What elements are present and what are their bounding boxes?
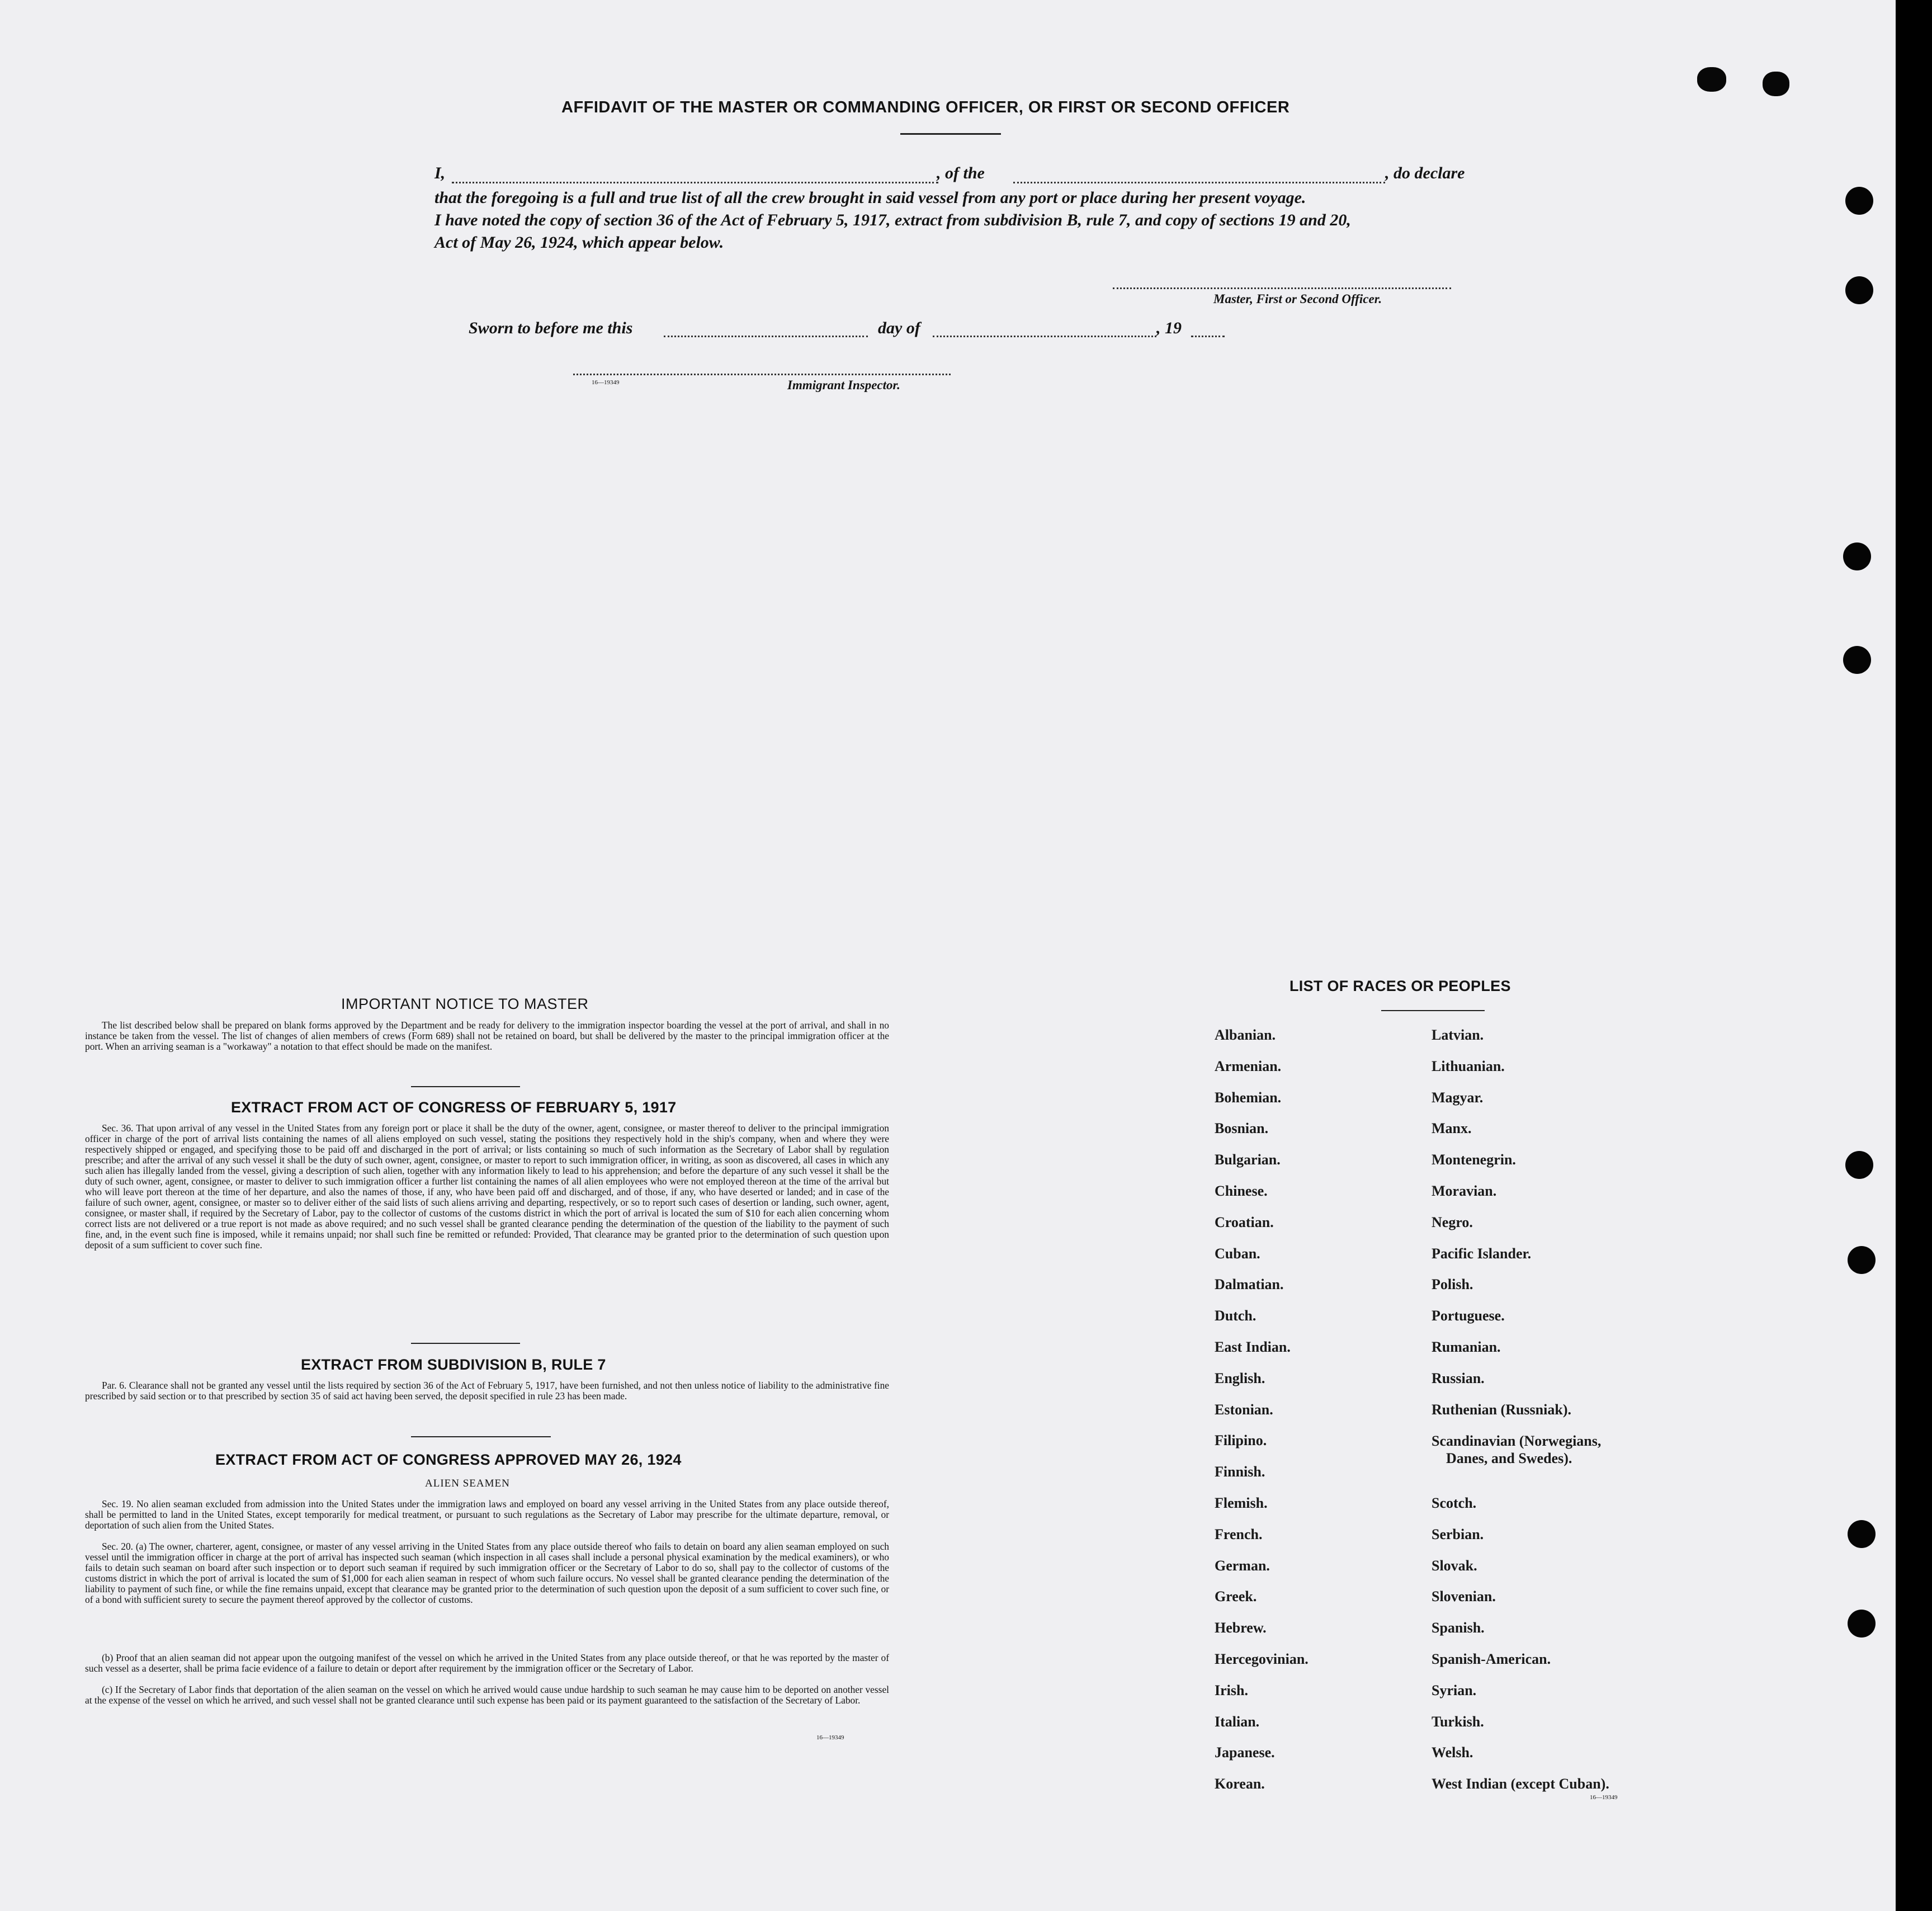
- notice-text: The list described below shall be prepared on blank forms approved by the Department and be ready for delivery to the immigration inspector boarding the vessel at the port of arrival, and shall in no instance be taken from the vessel. The list of changes of alien members of crews (Form 689) shall not be retained on board, but shall be delivered by the master to the principal immigration officer at the port. When an arriving seaman is a "workaway" a notation to that effect should be made on the manifest.: [85, 1020, 889, 1052]
- extract-1917-title: EXTRACT FROM ACT OF CONGRESS OF FEBRUARY 5, 1917: [231, 1099, 677, 1116]
- race-item: Spanish-American.: [1432, 1651, 1551, 1667]
- race-item: Filipino.: [1215, 1432, 1267, 1448]
- race-item: Scandinavian (Norwegians, Danes, and Swedes).: [1432, 1433, 1602, 1466]
- race-item: Lithuanian.: [1432, 1058, 1505, 1074]
- race-item: Flemish.: [1215, 1495, 1268, 1511]
- form-number: 16—19349: [816, 1734, 844, 1741]
- race-item: Ruthenian (Russniak).: [1432, 1402, 1571, 1418]
- punch-hole: [1848, 1520, 1876, 1548]
- extract-rule7-title: EXTRACT FROM SUBDIVISION B, RULE 7: [301, 1356, 606, 1373]
- sec19-text: Sec. 19. No alien seaman excluded from admission into the United States under the immigration laws and employed on board any vessel arriving in the United States from any place outside thereof, shall be permitted to land in the United States, except temporarily for medical treatment, or pursuant to such regulations as the Secretary of Labor may prescribe for the ultimate departure, removal, or deportation of such alien from the United States.: [85, 1498, 889, 1531]
- day-of-label: day of: [878, 319, 920, 337]
- race-item: Finnish.: [1215, 1464, 1265, 1480]
- race-item: Armenian.: [1215, 1058, 1282, 1074]
- race-item: Polish.: [1432, 1276, 1473, 1292]
- punch-hole: [1843, 646, 1871, 674]
- race-item: Greek.: [1215, 1588, 1257, 1605]
- declarant-name-field[interactable]: [452, 182, 938, 183]
- sworn-day-field[interactable]: [664, 336, 868, 337]
- inspector-signature-line[interactable]: [573, 374, 951, 375]
- sworn-year-field[interactable]: [1191, 336, 1225, 337]
- master-signature-label: Master, First or Second Officer.: [1213, 292, 1382, 306]
- race-item: Dutch.: [1215, 1308, 1256, 1324]
- form-number: 16—19349: [1590, 1794, 1618, 1801]
- race-item: German.: [1215, 1558, 1270, 1574]
- sworn-month-field[interactable]: [933, 336, 1156, 337]
- declaration-line-4: Act of May 26, 1924, which appear below.: [434, 233, 724, 252]
- race-item: Syrian.: [1432, 1682, 1477, 1698]
- race-item: Welsh.: [1432, 1744, 1473, 1761]
- race-item: Spanish.: [1432, 1620, 1485, 1636]
- punch-hole: [1848, 1246, 1876, 1274]
- race-item: Croatian.: [1215, 1214, 1274, 1230]
- punch-hole: [1843, 542, 1871, 570]
- race-item: Manx.: [1432, 1120, 1472, 1136]
- title-divider: [900, 133, 1001, 135]
- race-item: Japanese.: [1215, 1744, 1275, 1761]
- master-signature-line[interactable]: [1113, 287, 1451, 289]
- race-item: Albanian.: [1215, 1027, 1276, 1043]
- race-item: Montenegrin.: [1432, 1152, 1516, 1168]
- race-item: Korean.: [1215, 1776, 1265, 1792]
- race-item: Irish.: [1215, 1682, 1248, 1698]
- race-item: French.: [1215, 1526, 1263, 1542]
- extract-1924-title: EXTRACT FROM ACT OF CONGRESS APPROVED MAY 26, 1924: [215, 1451, 682, 1468]
- race-item: Latvian.: [1432, 1027, 1484, 1043]
- race-item: Slovak.: [1432, 1558, 1477, 1574]
- race-item: Hebrew.: [1215, 1620, 1267, 1636]
- extract-1917-text: Sec. 36. That upon arrival of any vessel in the United States from any foreign port or place it shall be the duty of the owner, agent, consignee, or master thereof to deliver to the principal immigration officer in charge of the port of arrival lists containing the names of all aliens employed on such vessel, stating the positions they respectively hold in the ship's company, when and where they were respectively shipped or engaged, and specifying those to be paid off and discharged in the port of arrival; or lists containing so much of such information as the Secretary of Labor shall by regulation prescribe; and after the arrival of any such vessel it shall be the duty of such owner, agent, consignee, or master to report to such immigration officer, in writing, as soon as discovered, all cases in which any such alien has illegally landed from the vessel, giving a description of such alien, together with any information likely to lead to his apprehension; and before the departure of any such vessel it shall be the duty of such owner, agent, consignee, or master to deliver to such immigration officer a further list containing the names of all alien employees who were not employed thereon at the time of the arrival but who will leave port thereon at the time of her departure, and also the names of those, if any, who have been paid off and discharged, and of those, if any, who have deserted or landed; and in case of the failure of such owner, agent, consignee, or master so to deliver either of the said lists of such aliens arriving and departing, respectively, or so to report such cases of desertion or landing, such owner, agent, consignee, or master shall, if required by the Secretary of Labor, pay to the collector of customs of the customs district in which the port of arrival is located the sum of $10 for each alien concerning whom correct lists are not delivered or a true report is not made as above required; and no such vessel shall be granted clearance pending the determination of the question of the liability to the payment of such fine, and, in the event such fine is imposed, while it remains unpaid; nor shall such fine be remitted or refunded: Provided, That clearance may be granted prior to the determination of such question upon deposit of a sum sufficient to cover such fine.: [85, 1122, 889, 1251]
- race-item: West Indian (except Cuban).: [1432, 1776, 1609, 1792]
- race-item: Hercegovinian.: [1215, 1651, 1309, 1667]
- race-item: Serbian.: [1432, 1526, 1484, 1542]
- punch-hole: [1845, 1151, 1873, 1179]
- divider: [411, 1436, 551, 1437]
- race-item: Chinese.: [1215, 1183, 1268, 1199]
- divider: [411, 1086, 520, 1087]
- declarant-label: I,: [434, 164, 446, 182]
- sec20c-text: (c) If the Secretary of Labor finds that deportation of the alien seaman on the vessel on which he arrived would cause undue hardship to such seaman he may cause him to be deported on another vessel at the expense of the vessel on which he arrived, and such vessel shall not be granted clearance until such expense has been paid or its payment guaranteed to the satisfaction of the Secretary of Labor.: [85, 1684, 889, 1706]
- affidavit-title: AFFIDAVIT OF THE MASTER OR COMMANDING OFFICER, OR FIRST OR SECOND OFFICER: [561, 98, 1290, 116]
- race-item: Bosnian.: [1215, 1120, 1269, 1136]
- race-item: English.: [1215, 1370, 1265, 1386]
- race-item: Bulgarian.: [1215, 1152, 1281, 1168]
- do-declare-label: , do declare: [1385, 164, 1465, 182]
- races-title: LIST OF RACES OR PEOPLES: [1289, 978, 1511, 994]
- race-item: East Indian.: [1215, 1339, 1291, 1355]
- ink-blot: [1763, 72, 1789, 96]
- year-prefix-label: , 19: [1156, 319, 1182, 337]
- notice-title: IMPORTANT NOTICE TO MASTER: [341, 995, 589, 1012]
- ink-blot: [1697, 67, 1726, 92]
- race-item: Scotch.: [1432, 1495, 1477, 1511]
- vessel-name-field[interactable]: [1013, 182, 1385, 183]
- race-item: Bohemian.: [1215, 1089, 1282, 1106]
- sec20a-text: Sec. 20. (a) The owner, charterer, agent, consignee, or master of any vessel arriving in the United States from any place outside thereof who fails to detain on board any alien seaman employed on such vessel until the immigration officer in charge at the port of arrival has inspected such seaman (which inspection in all cases shall include a personal physical examination by the medical examiners), or who fails to detain such seaman on board after such inspection or to deport such seaman if required by such immigration officer or the Secretary of Labor to do so, shall pay to the collector of customs of the customs district in which the port of arrival is located the sum of $1,000 for each alien seaman in respect of whom such failure occurs. No vessel shall be granted clearance pending the determination of the liability to payment of such fine, or while the fine remains unpaid, except that clearance may be granted prior to the determination of such question upon the deposit of a sum sufficient to cover such fine, or of a bond with sufficient surety to secure the payment thereof approved by the collector of customs.: [85, 1541, 889, 1605]
- race-item: Negro.: [1432, 1214, 1473, 1230]
- race-item: Russian.: [1432, 1370, 1485, 1386]
- scan-edge: [1896, 0, 1932, 1911]
- race-item: Cuban.: [1215, 1245, 1260, 1262]
- form-number: 16—19349: [592, 379, 620, 386]
- of-the-label: , of the: [937, 164, 985, 182]
- divider: [411, 1343, 520, 1344]
- race-item: Dalmatian.: [1215, 1276, 1284, 1292]
- race-item: Italian.: [1215, 1714, 1260, 1730]
- alien-seamen-heading: ALIEN SEAMEN: [425, 1478, 510, 1489]
- inspector-label: Immigrant Inspector.: [787, 378, 900, 392]
- race-item: Rumanian.: [1432, 1339, 1501, 1355]
- race-item: Slovenian.: [1432, 1588, 1496, 1605]
- race-item: Magyar.: [1432, 1089, 1484, 1106]
- punch-hole: [1845, 187, 1873, 215]
- punch-hole: [1845, 276, 1873, 304]
- punch-hole: [1848, 1610, 1876, 1638]
- race-item: Estonian.: [1215, 1402, 1273, 1418]
- race-item: Pacific Islander.: [1432, 1245, 1532, 1262]
- race-item: Portuguese.: [1432, 1308, 1505, 1324]
- declaration-line-2: that the foregoing is a full and true list of all the crew brought in said vessel from any port or place during her present voyage.: [434, 188, 1306, 207]
- race-item: Moravian.: [1432, 1183, 1497, 1199]
- races-title-divider: [1381, 1010, 1485, 1011]
- extract-rule7-text: Par. 6. Clearance shall not be granted any vessel until the lists required by section 36 of the Act of February 5, 1917, have been furnished, and not then unless notice of liability to the administrative fine prescribed by said section or to that prescribed by section 35 of said act having been served, the deposit specified in rule 23 has been made.: [85, 1380, 889, 1402]
- sworn-label: Sworn to before me this: [469, 319, 633, 337]
- race-item: Turkish.: [1432, 1714, 1484, 1730]
- sec20b-text: (b) Proof that an alien seaman did not appear upon the outgoing manifest of the vessel on which he arrived in the United States from any place outside thereof, or that he was reported by the master of such vessel as a deserter, shall be prima facie evidence of a failure to detain or deport after requirement by the immigration officer or the Secretary of Labor.: [85, 1652, 889, 1674]
- declaration-line-3: I have noted the copy of section 36 of the Act of February 5, 1917, extract from subdivision B, rule 7, and copy of sections 19 and 20,: [434, 211, 1351, 229]
